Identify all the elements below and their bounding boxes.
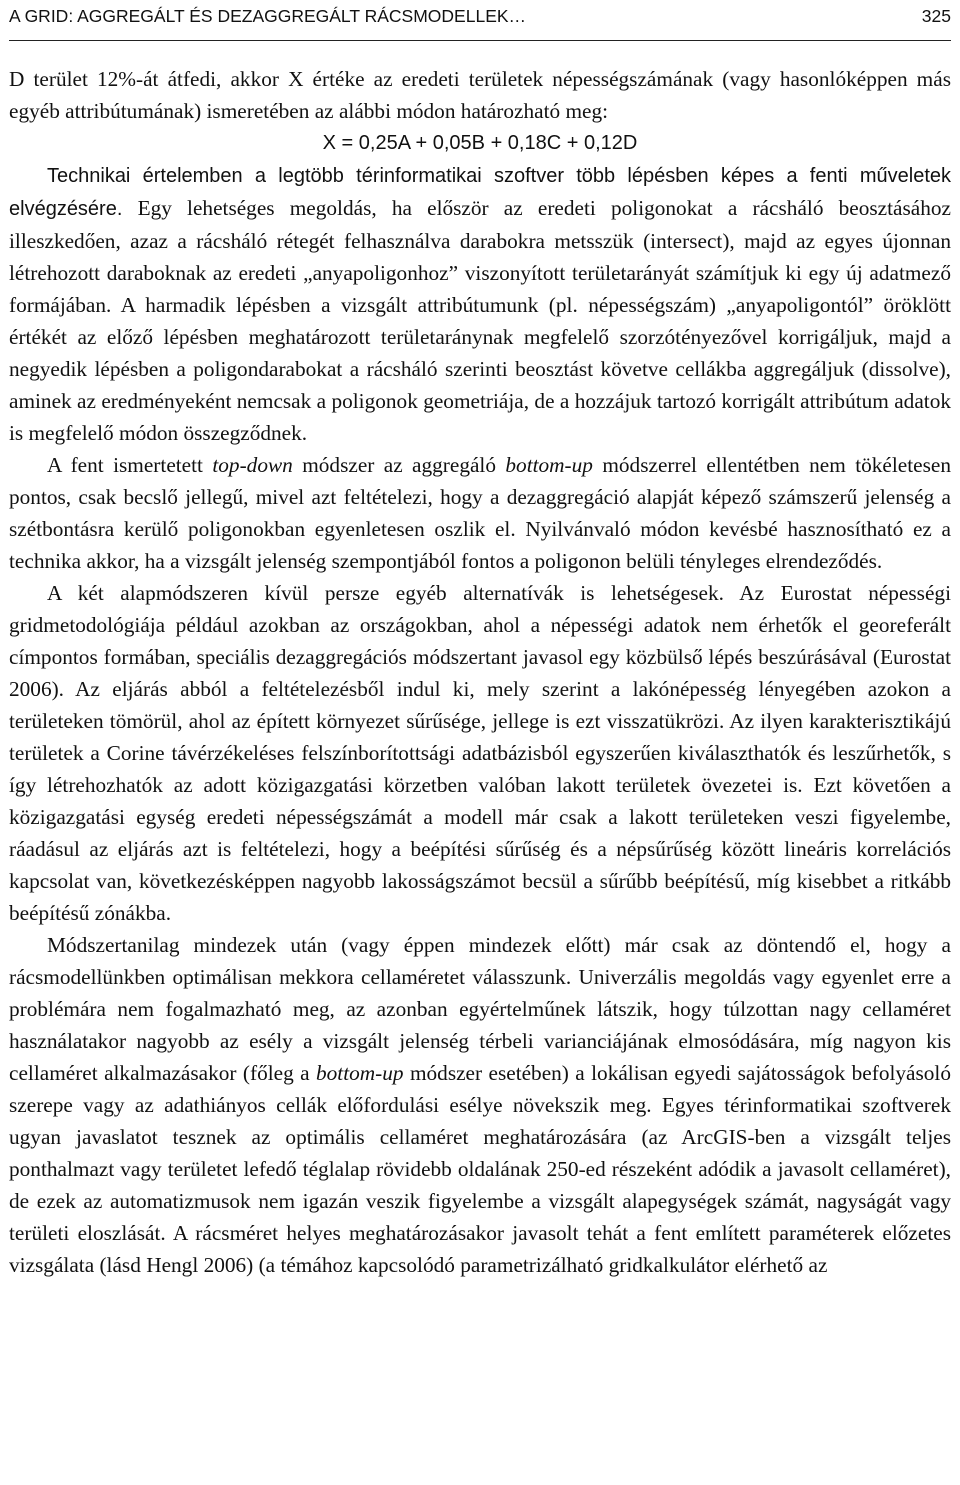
paragraph-2 [9, 159, 951, 449]
paragraph-5-text-2: módszer esetében) a lokálisan egyedi sajátosságok befolyásoló szerepe vagy az adathiányos cellák előfordulási esélye növekszik meg. Egyes térinformatikai szoftverek ugyan javaslatot tesznek az optimális cellaméret meghatározására (az ArcGIS-ben a vizsgált teljes ponthalmazt vagy területet lefedő téglalap rövidebb oldalának 250-ed részeként adódik a javasolt cellaméret), de ezek az automatizmusok nem igazán veszik figyelembe a vizsgált alapegységek számát, nagyságát vagy területi eloszlását. A rácsméret helyes meghatározásakor javasolt tehát a fent említett paraméterek előzetes vizsgálata (lásd Hengl 2006) (a témához kapcsolódó parametrizálható gridkalkulátor elérhető az [9, 1061, 951, 1277]
paragraph-3-text-3: módszerrel ellentétben nem tökéletesen pontos, csak becslő jellegű, mivel azt feltételezi, hogy a dezaggregáció alapját képező számszerű jelenség a szétbontásra kerülő poligonokban egyenletesen oszlik el. Nyilvánvaló módon kevésbé hasznosítható ez a technika akkor, ha a vizsgált jelenség szempontjából fontos a poligonon belüli tényleges elrendeződés. [9, 453, 951, 573]
paragraph-4 [9, 577, 951, 929]
paragraph-3-text-2: módszer az aggregáló [292, 453, 506, 477]
paragraph-3 [9, 449, 951, 577]
paragraph-3-text-1: A fent ismertetett [47, 453, 213, 477]
paragraph-2-text: Egy lehetséges megoldás, ha először az eredeti poligonokat a rácsháló beosztásához illeszkedően, azaz a rácsháló rétegét felhasználva darabokra metsszük (intersect), majd az egyes újonnan létrehozott daraboknak az eredeti „anyapoligonhoz” viszonyított területarányát számítjuk ki egy új adatmező formájában. A harmadik lépésben a vizsgált attribútumunk (pl. népességszám) „anyapoligontól” öröklött értékét az előző lépésben meghatározott területaránynak megfelelő szorzótényezővel korrigáljuk, majd a negyedik lépésben a poligondarabokat a rácsháló szerinti beosztást követve cellákba aggregáljuk (dissolve), aminek az eredményeként nemcsak a poligonok geometriája, de a hozzájuk tartozó korrigált attribútum adatok is megfelelő módon összegződnek. [9, 196, 951, 445]
paragraph-4-text: A két alapmódszeren kívül persze egyéb alternatívák is lehetségesek. Az Eurostat népességi gridmetodológiája például azokban az országokban, ahol a népességi adatok nem érhetők el georeferált címpontos formában, speciális dezaggregációs módszertant javasol egy közbülső lépés beszúrásával (Eurostat 2006). Az eljárás abból a feltételezésből indul ki, mely szerint a lakónépesség lényegében azokon a területeken tömörül, ahol az épített környezet sűrűsége, jellege is ezt visszatükrözi. Az ilyen karakterisztikájú területek a Corine távérzékeléses felszínborítottsági adatbázisból egyszerűen kiválaszthatók és leszűrhetők, s így létrehozhatók az adott közigazgatási körzetben valóban lakott területek övezetei is. Ezt követően a közigazgatási egység eredeti népességszámát a modell már csak a lakott területeken veszi figyelembe, ráadásul az eljárás azt is feltételezi, hogy a beépítési sűrűség és a népsűrűség között lineáris korrelációs kapcsolat van, következésképpen nagyobb lakosságszámot becsül a sűrűbb beépítésű, míg kisebbet a ritkább beépítésű zónákba. [9, 581, 951, 925]
term-top-down: top-down [212, 453, 293, 477]
running-header [9, 0, 951, 41]
paragraph-5-text-1: Módszertanilag mindezek után (vagy éppen mindezek előtt) már csak az döntendő el, hogy a rácsmodellünkben optimálisan mekkora cellaméretet válasszunk. Univerzális megoldás vagy egyenlet erre a problémára nem fogalmazható meg, az azonban egyértelműnek látszik, hogy túlzottan nagy cellaméret használatakor nagyobb az esély a vizsgált jelenség térbeli varianciájának elmosódására, míg nagyon kis cellaméret alkalmazásakor (főleg a [9, 933, 951, 1085]
paragraph-1 [9, 63, 951, 127]
paragraph-5 [9, 929, 951, 1281]
term-bottom-up: bottom-up [505, 453, 593, 477]
term-bottom-up-2: bottom-up [316, 1061, 404, 1085]
page-number: 325 [921, 6, 951, 26]
document-page [9, 0, 951, 1281]
paragraph-1-text: D terület 12%-át átfedi, akkor X értéke az eredeti területek népességszámának (vagy hasonlóképpen más egyéb attribútumának) ismeretében az alábbi módon határozható meg: [9, 67, 951, 123]
paragraph-2-lead: Technikai értelemben a legtöbb térinformatikai szoftver több lépésben képes a fenti műveletek elvégzésére. [9, 165, 951, 220]
body-text [9, 63, 951, 1281]
formula: X = 0,25A + 0,05B + 0,18C + 0,12D [322, 132, 638, 154]
running-title: A GRID: AGGREGÁLT ÉS DEZAGGREGÁLT RÁCSMODELLEK… [9, 6, 527, 26]
